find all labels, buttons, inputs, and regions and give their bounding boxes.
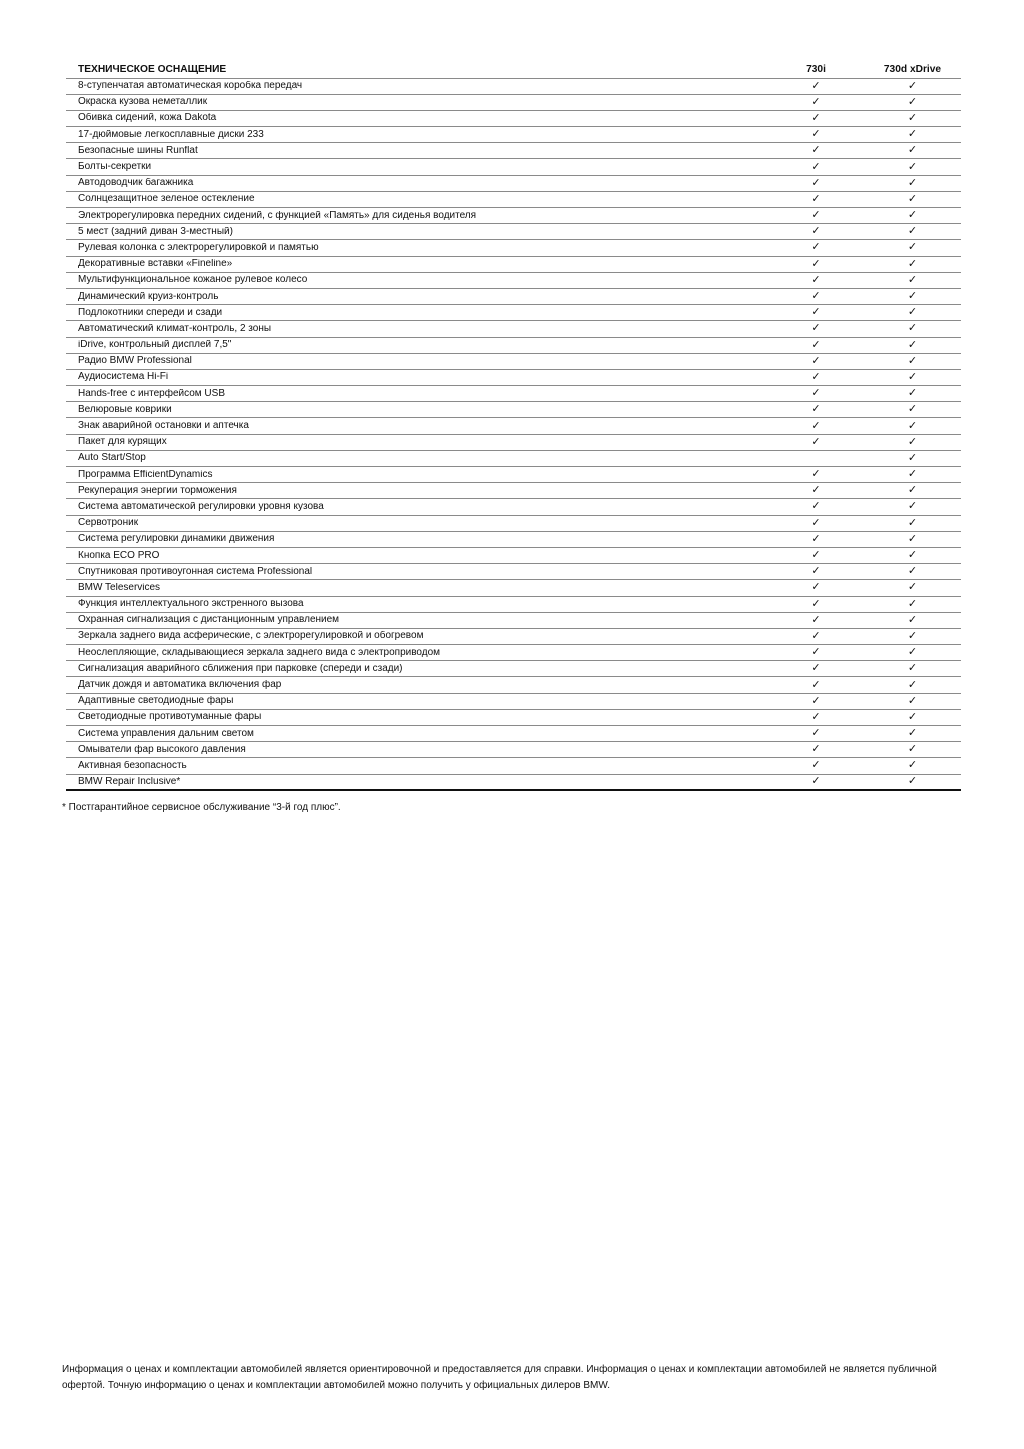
feature-name: Неослепляющие, складывающиеся зеркала заднего вида с электроприводом [78, 647, 441, 658]
check-icon-730d-xdrive: ✓ [907, 273, 918, 286]
table-row [66, 159, 961, 175]
check-icon-730i: ✓ [811, 370, 821, 383]
check-icon-730d-xdrive: ✓ [907, 160, 918, 173]
table-row [66, 354, 961, 370]
feature-name: BMW Repair Inclusive* [78, 776, 181, 787]
feature-name: Функция интеллектуального экстренного вызова [78, 599, 304, 610]
feature-name: Автоматический климат-контроль, 2 зоны [78, 323, 272, 334]
check-icon-730i: ✓ [811, 192, 821, 205]
feature-name: Электрорегулировка передних сидений, с функцией «Память» для сиденья водителя [78, 210, 477, 221]
check-icon-730i: ✓ [811, 694, 821, 707]
table-row [66, 435, 961, 451]
check-icon-730i: ✓ [811, 597, 821, 610]
check-icon-730d-xdrive: ✓ [907, 516, 918, 529]
feature-name: Подлокотники спереди и сзади [78, 307, 223, 318]
check-icon-730d-xdrive: ✓ [907, 629, 918, 642]
check-icon-730i: ✓ [811, 209, 821, 222]
feature-name: Мультифункциональное кожаное рулевое колесо [78, 275, 308, 286]
check-icon-730i: ✓ [811, 678, 821, 691]
feature-name: Сигнализация аварийного сближения при парковке (спереди и сзади) [78, 663, 403, 674]
feature-name: Автодоводчик багажника [78, 178, 194, 189]
check-icon-730d-xdrive: ✓ [907, 128, 918, 141]
table-row [66, 127, 961, 143]
check-icon-730d-xdrive: ✓ [907, 613, 918, 626]
table-row [66, 338, 961, 354]
table-row [66, 418, 961, 434]
table-row [66, 580, 961, 596]
table-row [66, 370, 961, 386]
check-icon-730i: ✓ [811, 500, 821, 513]
check-icon-730d-xdrive: ✓ [907, 144, 918, 157]
check-icon-730d-xdrive: ✓ [907, 581, 918, 594]
check-icon-730i: ✓ [811, 646, 821, 659]
check-icon-730i: ✓ [811, 775, 821, 788]
table-row [66, 613, 961, 629]
check-icon-730i: ✓ [811, 338, 821, 351]
table-row [66, 775, 961, 791]
table-row [66, 305, 961, 321]
check-icon-730i: ✓ [811, 241, 821, 254]
table-row [66, 661, 961, 677]
check-icon-730d-xdrive: ✓ [907, 79, 918, 92]
feature-name: Кнопка ECO PRO [78, 550, 160, 561]
feature-name: Радио BMW Professional [78, 356, 192, 367]
feature-name: Обивка сидений, кожа Dakota [78, 113, 217, 124]
check-icon-730d-xdrive: ✓ [907, 710, 918, 723]
feature-name: Спутниковая противоугонная система Professional [78, 566, 313, 577]
check-icon-730i: ✓ [811, 727, 821, 740]
check-icon-730i: ✓ [811, 516, 821, 529]
feature-name: Велюровые коврики [78, 404, 172, 415]
table-row [66, 742, 961, 758]
table-row [66, 694, 961, 710]
check-icon-730i: ✓ [811, 613, 821, 626]
check-icon-730d-xdrive: ✓ [907, 597, 918, 610]
check-icon-730i: ✓ [811, 565, 821, 578]
check-icon-730d-xdrive: ✓ [907, 532, 918, 545]
table-row [66, 143, 961, 159]
check-icon-730d-xdrive: ✓ [907, 387, 918, 400]
check-icon-730d-xdrive: ✓ [907, 338, 918, 351]
check-icon-730i: ✓ [811, 79, 821, 92]
check-icon-730i: ✓ [811, 710, 821, 723]
check-icon-730d-xdrive: ✓ [907, 694, 918, 707]
feature-name: Активная безопасность [78, 760, 187, 771]
check-icon-730d-xdrive: ✓ [907, 95, 918, 108]
check-icon-730i: ✓ [811, 435, 821, 448]
table-row [66, 726, 961, 742]
feature-name: Декоративные вставки «Fineline» [78, 259, 233, 270]
check-icon-730d-xdrive: ✓ [907, 192, 918, 205]
check-icon-730d-xdrive: ✓ [907, 306, 918, 319]
check-icon-730i: ✓ [811, 629, 821, 642]
check-icon-730d-xdrive: ✓ [907, 484, 918, 497]
check-icon-730i: ✓ [811, 759, 821, 772]
table-row [66, 483, 961, 499]
check-icon-730d-xdrive: ✓ [907, 500, 918, 513]
disclaimer: Информация о ценах и комплектации автомобилей является ориентировочной и предоставляется для справки. Информация о ценах и комплектации автомобилей не является публичной офертой. Точную информацию о ценах и комплектации автомобилей можно получить у официальных дилеров BMW. [62, 1364, 937, 1391]
feature-name: 17-дюймовые легкосплавные диски 233 [78, 129, 264, 140]
table-body [66, 79, 961, 791]
table-row [66, 548, 961, 564]
check-icon-730i: ✓ [811, 257, 821, 270]
check-icon-730d-xdrive: ✓ [907, 322, 918, 335]
check-icon-730d-xdrive: ✓ [907, 403, 918, 416]
table-row [66, 224, 961, 240]
check-icon-730d-xdrive: ✓ [907, 354, 918, 367]
check-icon-730i: ✓ [811, 273, 821, 286]
check-icon-730d-xdrive: ✓ [907, 176, 918, 189]
table-row [66, 532, 961, 548]
table-header [66, 62, 961, 79]
feature-name: Датчик дождя и автоматика включения фар [78, 680, 282, 691]
table-row [66, 629, 961, 645]
feature-name: Адаптивные светодиодные фары [78, 696, 234, 707]
check-icon-730i: ✓ [811, 468, 821, 481]
check-icon-730d-xdrive: ✓ [907, 370, 918, 383]
feature-name: Болты-секретки [78, 162, 152, 173]
equipment-table [66, 62, 961, 791]
check-icon-730i: ✓ [811, 306, 821, 319]
check-icon-730i: ✓ [811, 95, 821, 108]
table-row [66, 95, 961, 111]
feature-name: Система регулировки динамики движения [78, 534, 275, 545]
feature-name: Динамический круиз-контроль [78, 291, 219, 302]
check-icon-730d-xdrive: ✓ [907, 225, 918, 238]
table-row [66, 516, 961, 532]
feature-name: Солнцезащитное зеленое остекление [78, 194, 255, 205]
feature-name: Auto Start/Stop [78, 453, 146, 464]
table-row [66, 240, 961, 256]
check-icon-730i: ✓ [811, 128, 821, 141]
table-row [66, 402, 961, 418]
footnote: * Постгарантийное сервисное обслуживание “3-й год плюс”. [62, 802, 341, 813]
check-icon-730i: ✓ [811, 387, 821, 400]
feature-name: 8-ступенчатая автоматическая коробка передач [78, 81, 303, 92]
table-row [66, 257, 961, 273]
check-icon-730i: ✓ [811, 160, 821, 173]
feature-name: Программа EfficientDynamics [78, 469, 213, 480]
table-row [66, 289, 961, 305]
table-row [66, 176, 961, 192]
check-icon-730i: ✓ [811, 354, 821, 367]
table-row [66, 677, 961, 693]
table-title: ТЕХНИЧЕСКОЕ ОСНАЩЕНИЕ [78, 64, 227, 75]
table-row [66, 645, 961, 661]
check-icon-730d-xdrive: ✓ [907, 646, 918, 659]
check-icon-730d-xdrive: ✓ [907, 759, 918, 772]
check-icon-730i: ✓ [811, 144, 821, 157]
check-icon-730i: ✓ [811, 225, 821, 238]
check-icon-730d-xdrive: ✓ [907, 468, 918, 481]
table-row [66, 111, 961, 127]
table-row [66, 208, 961, 224]
column-header-730i: 730i [806, 63, 826, 75]
check-icon-730d-xdrive: ✓ [907, 678, 918, 691]
feature-name: Охранная сигнализация с дистанционным управлением [78, 615, 340, 626]
feature-name: BMW Teleservices [78, 582, 161, 593]
table-row [66, 467, 961, 483]
check-icon-730i: ✓ [811, 176, 821, 189]
check-icon-730i: ✓ [811, 743, 821, 756]
feature-name: Система управления дальним светом [78, 728, 254, 739]
check-icon-730d-xdrive: ✓ [907, 451, 918, 464]
feature-name: Омыватели фар высокого давления [78, 744, 246, 755]
feature-name: Рекуперация энергии торможения [78, 485, 237, 496]
table-row [66, 451, 961, 467]
check-icon-730i: ✓ [811, 290, 821, 303]
table-row [66, 192, 961, 208]
check-icon-730d-xdrive: ✓ [907, 727, 918, 740]
feature-name: Зеркала заднего вида асферические, с электрорегулировкой и обогревом [78, 631, 424, 642]
check-icon-730i: ✓ [811, 403, 821, 416]
table-row [66, 710, 961, 726]
feature-name: Светодиодные противотуманные фары [78, 712, 262, 723]
table-row [66, 79, 961, 95]
feature-name: Аудиосистема Hi-Fi [78, 372, 169, 383]
feature-name: Безопасные шины Runflat [78, 145, 198, 156]
check-icon-730d-xdrive: ✓ [907, 775, 918, 788]
check-icon-730d-xdrive: ✓ [907, 290, 918, 303]
check-icon-730i: ✓ [811, 662, 821, 675]
feature-name: Система автоматической регулировки уровня кузова [78, 501, 324, 512]
table-row [66, 273, 961, 289]
check-icon-730d-xdrive: ✓ [907, 565, 918, 578]
feature-name: Сервотроник [78, 518, 139, 529]
table-row [66, 321, 961, 337]
feature-name: 5 мест (задний диван 3-местный) [78, 226, 233, 237]
table-row [66, 386, 961, 402]
check-icon-730d-xdrive: ✓ [907, 257, 918, 270]
check-icon-730i: ✓ [811, 484, 821, 497]
check-icon-730i: ✓ [811, 111, 821, 124]
feature-name: Hands-free с интерфейсом USB [78, 388, 225, 399]
check-icon-730i: ✓ [811, 322, 821, 335]
check-icon-730d-xdrive: ✓ [907, 209, 918, 222]
check-icon-730i: ✓ [811, 549, 821, 562]
check-icon-730d-xdrive: ✓ [907, 241, 918, 254]
feature-name: Рулевая колонка с электрорегулировкой и памятью [78, 242, 319, 253]
table-row [66, 758, 961, 774]
table-row [66, 597, 961, 613]
check-icon-730i: ✓ [811, 419, 821, 432]
check-icon-730i: ✓ [811, 532, 821, 545]
check-icon-730d-xdrive: ✓ [907, 435, 918, 448]
feature-name: Пакет для курящих [78, 437, 167, 448]
check-icon-730d-xdrive: ✓ [907, 743, 918, 756]
check-icon-730d-xdrive: ✓ [907, 111, 918, 124]
table-row [66, 564, 961, 580]
check-icon-730d-xdrive: ✓ [907, 662, 918, 675]
feature-name: Окраска кузова неметаллик [78, 97, 208, 108]
feature-name: Знак аварийной остановки и аптечка [78, 421, 249, 432]
feature-name: iDrive, контрольный дисплей 7,5" [78, 340, 232, 351]
table-row [66, 499, 961, 515]
column-header-730d-xdrive: 730d xDrive [883, 63, 942, 75]
check-icon-730i: ✓ [811, 581, 821, 594]
check-icon-730d-xdrive: ✓ [907, 419, 918, 432]
check-icon-730d-xdrive: ✓ [907, 549, 918, 562]
